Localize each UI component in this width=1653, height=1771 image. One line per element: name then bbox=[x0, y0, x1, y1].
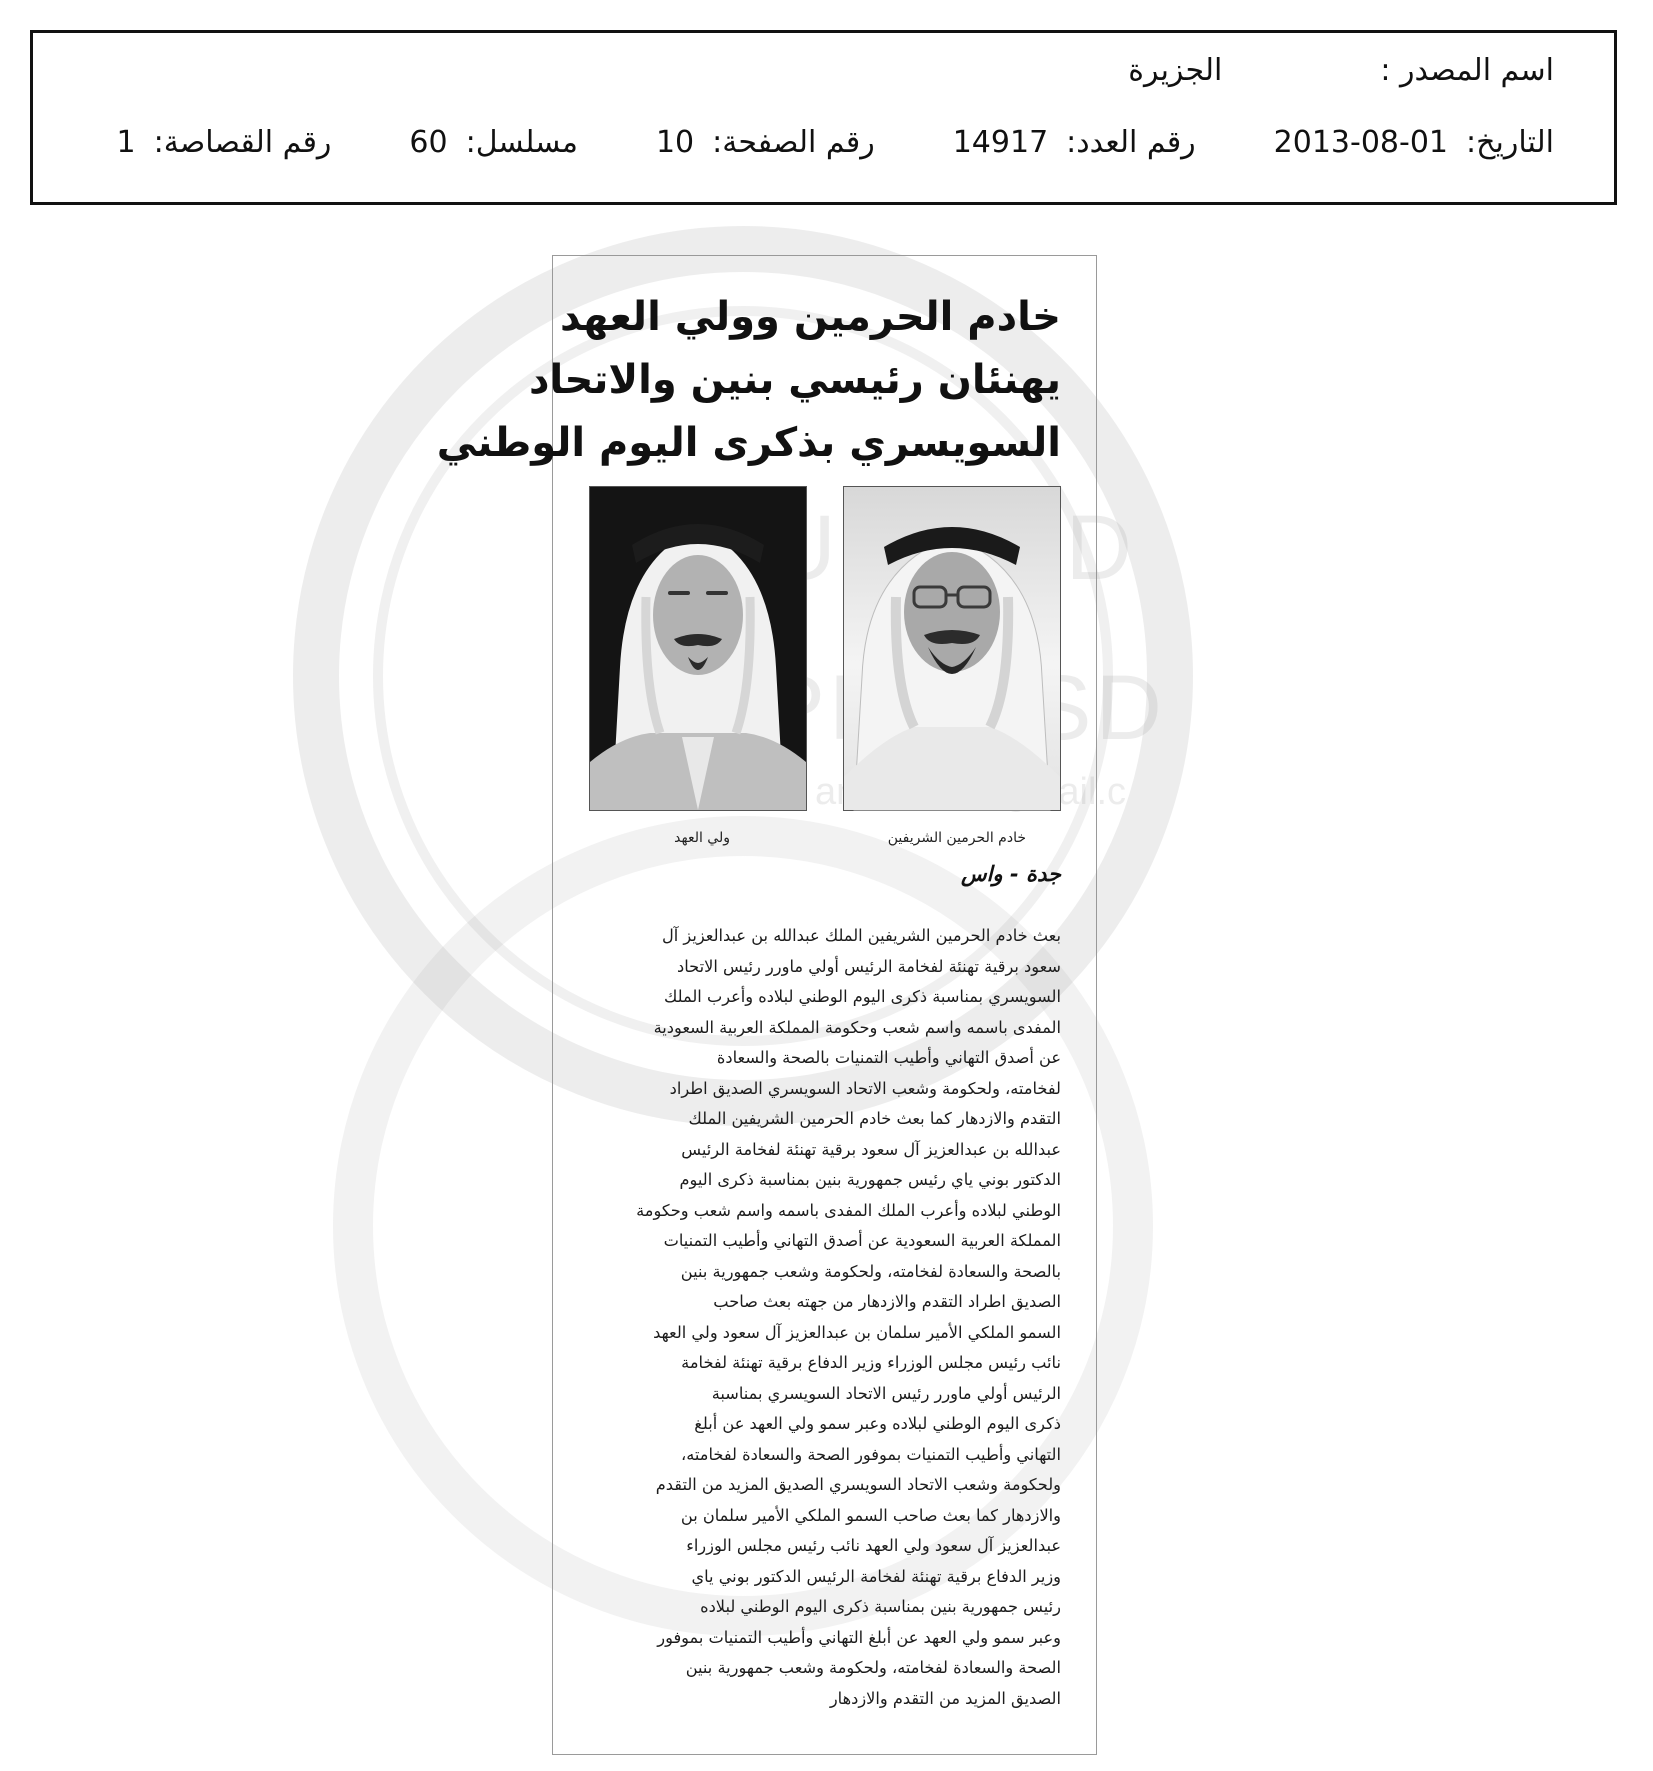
headline-line: خادم الحرمين وولي العهد bbox=[559, 294, 1061, 340]
page-field bbox=[656, 125, 875, 160]
source-value: الجزيرة bbox=[1128, 53, 1223, 88]
clip-number-label: رقم القصاصة: bbox=[153, 125, 332, 160]
article-body bbox=[585, 921, 1061, 1714]
body-line: ذكرى اليوم الوطني لبلاده وعبر سمو ولي العهد عن أبلغ bbox=[694, 1414, 1061, 1433]
body-line: الوطني لبلاده وأعرب الملك المفدى باسمه واسم شعب وحكومة bbox=[636, 1200, 1061, 1220]
page-value: 10 bbox=[655, 125, 695, 160]
crown-prince-portrait-image bbox=[590, 487, 806, 810]
headline-line: السويسري بذكرى اليوم الوطني bbox=[436, 420, 1061, 466]
body-line: عبدالعزيز آل سعود ولي العهد نائب رئيس مجلس الوزراء bbox=[686, 1536, 1061, 1555]
body-line: نائب رئيس مجلس الوزراء وزير الدفاع برقية تهنئة لفخامة bbox=[681, 1353, 1061, 1372]
date-label: التاريخ: bbox=[1466, 125, 1554, 160]
body-line: الرئيس أولي ماورر رئيس الاتحاد السويسري بمناسبة bbox=[711, 1383, 1061, 1403]
headline-line: يهنئان رئيسي بنين والاتحاد bbox=[529, 357, 1061, 403]
serial-field bbox=[409, 125, 578, 160]
body-line: السمو الملكي الأمير سلمان بن عبدالعزيز آل سعود ولي العهد bbox=[653, 1322, 1061, 1342]
body-line: ولحكومة وشعب الاتحاد السويسري الصديق المزيد من التقدم bbox=[655, 1475, 1061, 1494]
body-line: المملكة العربية السعودية عن أصدق التهاني وأطيب التمنيات bbox=[663, 1231, 1061, 1250]
clip-number-field bbox=[117, 125, 332, 160]
clipping-metadata-box bbox=[30, 30, 1617, 205]
body-line: عن أصدق التهاني وأطيب التمنيات بالصحة والسعادة bbox=[716, 1048, 1061, 1067]
page-label: رقم الصفحة: bbox=[712, 125, 875, 160]
details-row bbox=[93, 125, 1554, 160]
body-line: لفخامته، ولحكومة وشعب الاتحاد السويسري الصديق اطراد bbox=[669, 1078, 1061, 1098]
clip-number-value: 1 bbox=[116, 125, 136, 160]
date-value: 2013-08-01 bbox=[1273, 125, 1449, 160]
body-line: الصديق اطراد التقدم والازدهار من جهته بعث صاحب bbox=[713, 1292, 1061, 1311]
article-headline bbox=[436, 286, 1061, 475]
body-line: والازدهار كما بعث صاحب السمو الملكي الأمير سلمان بن bbox=[680, 1505, 1061, 1525]
source-field bbox=[1128, 53, 1554, 88]
body-line: التهاني وأطيب التمنيات بموفور الصحة والسعادة لفخامته، bbox=[681, 1444, 1061, 1464]
body-line: المفدى باسمه واسم شعب وحكومة المملكة العربية السعودية bbox=[653, 1017, 1061, 1037]
crown-prince-photo-caption: ولي العهد bbox=[674, 830, 730, 846]
date-field bbox=[1274, 125, 1554, 160]
body-line: التقدم والازدهار كما بعث خادم الحرمين الشريفين الملك bbox=[688, 1109, 1061, 1128]
serial-value: 60 bbox=[409, 125, 448, 160]
source-row bbox=[93, 53, 1554, 88]
body-line: الصديق المزيد من التقدم والازدهار bbox=[829, 1688, 1061, 1708]
body-line: الصحة والسعادة لفخامته، ولحكومة وشعب جمهورية بنين bbox=[685, 1658, 1061, 1677]
body-line: رئيس جمهورية بنين بمناسبة ذكرى اليوم الوطني لبلاده bbox=[700, 1597, 1061, 1616]
body-line: بالصحة والسعادة لفخامته، ولحكومة وشعب جمهورية بنين bbox=[680, 1261, 1061, 1281]
body-line: بعث خادم الحرمين الشريفين الملك عبدالله بن عبدالعزيز آل bbox=[662, 926, 1061, 945]
issue-field bbox=[953, 125, 1196, 160]
article-dateline: جدة - واس bbox=[961, 862, 1061, 886]
body-line: عبدالله بن عبدالعزيز آل سعود برقية تهنئة لفخامة الرئيس bbox=[681, 1139, 1061, 1159]
king-portrait-image bbox=[844, 487, 1060, 810]
body-line: الدكتور بوني ياي رئيس جمهورية بنين بمناسبة ذكرى اليوم bbox=[679, 1170, 1061, 1189]
body-line: سعود برقية تهنئة لفخامة الرئيس أولي ماورر رئيس الاتحاد bbox=[677, 956, 1061, 976]
crown-prince-portrait-photo bbox=[589, 486, 807, 811]
body-line: وعبر سمو ولي العهد عن أبلغ التهاني وأطيب التمنيات بموفور bbox=[657, 1627, 1061, 1647]
body-line: وزير الدفاع برقية تهنئة لفخامة الرئيس الدكتور بوني ياي bbox=[691, 1566, 1061, 1586]
issue-label: رقم العدد: bbox=[1066, 125, 1196, 160]
serial-label: مسلسل: bbox=[465, 125, 578, 160]
issue-value: 14917 bbox=[952, 125, 1049, 160]
king-portrait-photo bbox=[843, 486, 1061, 811]
newspaper-clipping bbox=[436, 255, 1097, 1755]
body-line: السويسري بمناسبة ذكرى اليوم الوطني لبلاده وأعرب الملك bbox=[664, 987, 1061, 1006]
source-label: اسم المصدر : bbox=[1380, 53, 1554, 88]
king-photo-caption: خادم الحرمين الشريفين bbox=[887, 830, 1026, 846]
